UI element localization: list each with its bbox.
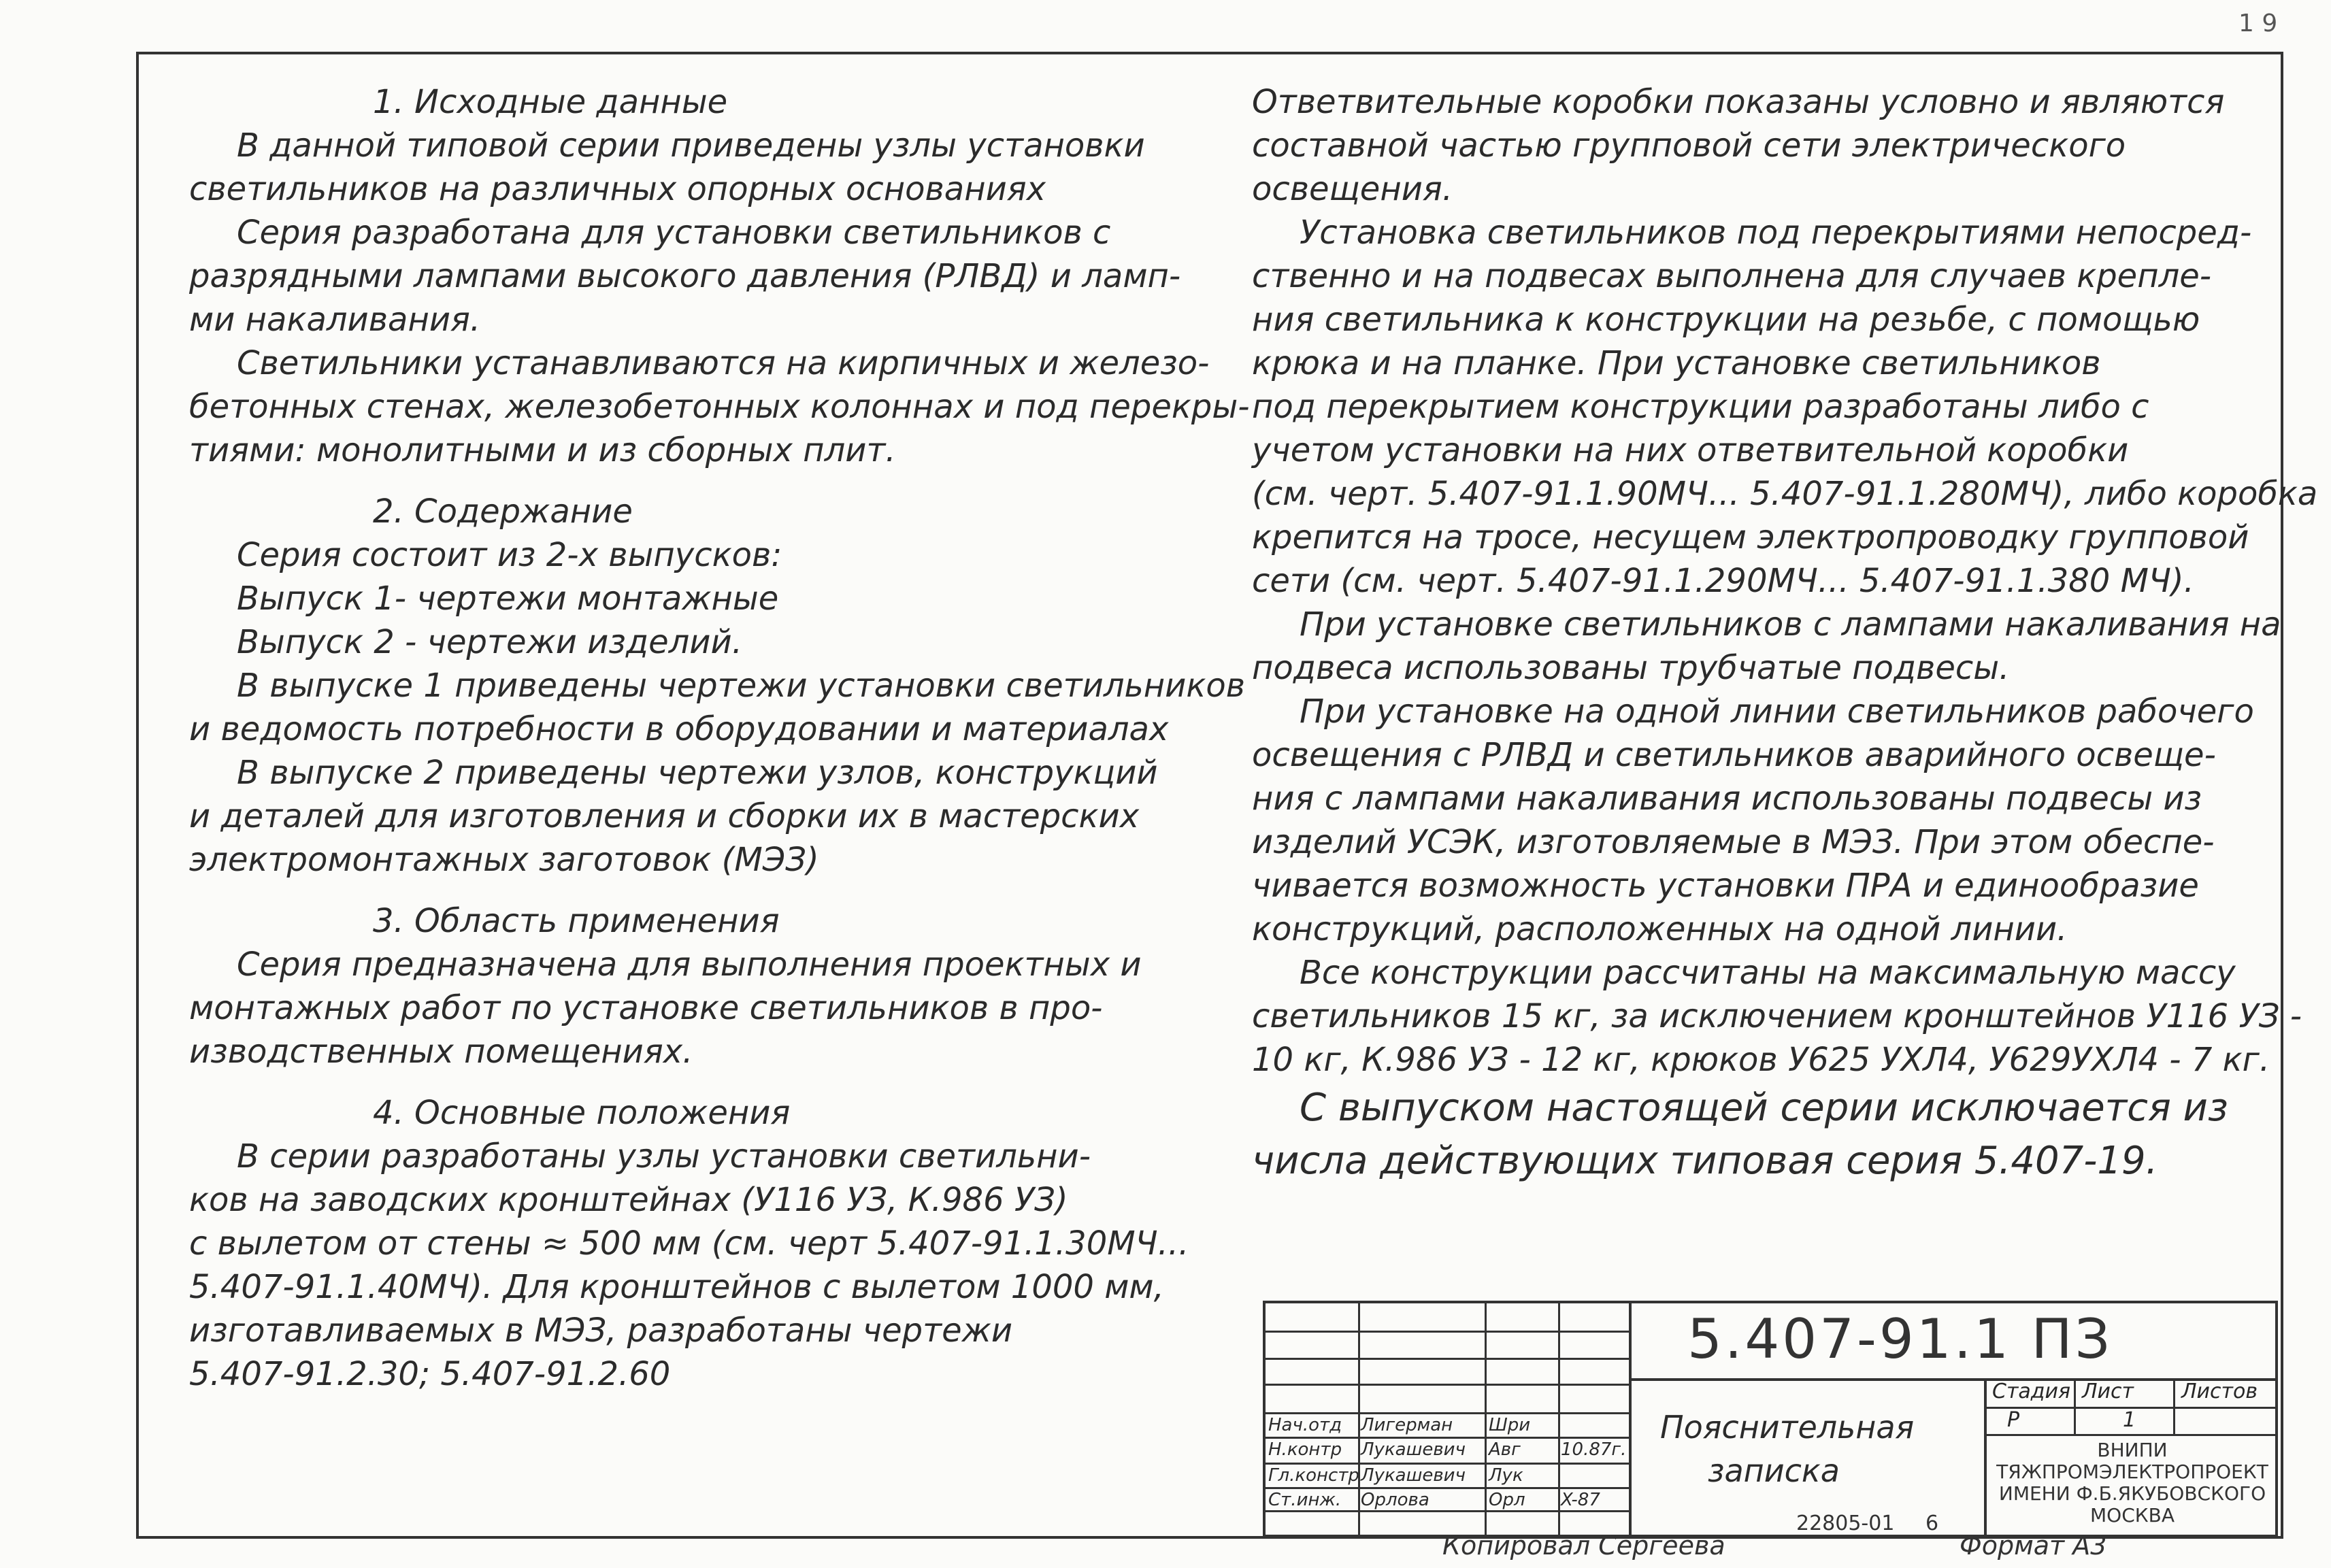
text-line: Ответвительные коробки показаны условно и являются: [1252, 83, 2225, 121]
signature-date: 10.87г.: [1561, 1439, 1627, 1460]
text-line: Серия разработана для установки светильников с: [237, 214, 1111, 252]
text-line: и ведомость потребности в оборудовании и материалах: [189, 710, 1169, 748]
grid-line: [1266, 1384, 1629, 1386]
text-line: Все конструкции рассчитаны на максимальную массу: [1300, 954, 2236, 992]
signature-role: Ст.инж.: [1268, 1490, 1342, 1510]
paper-format: Формат А3: [1960, 1531, 2107, 1561]
divider: [2173, 1378, 2175, 1434]
text-line: крепится на тросе, несущем электропроводку групповой: [1252, 518, 2249, 556]
section-heading: 2. Содержание: [373, 493, 633, 531]
text-line: ков на заводских кронштейнах (У116 УЗ, К.986 УЗ): [189, 1181, 1068, 1219]
text-line: тиями: монолитными и из сборных плит.: [189, 431, 896, 469]
grid-line: [1558, 1303, 1560, 1535]
text-line: разрядными лампами высокого давления (РЛВД) и ламп-: [189, 257, 1181, 295]
text-line: освещения.: [1252, 170, 1453, 208]
text-line: с вылетом от стены ≈ 500 мм (см. черт 5.407-91.1.30МЧ...: [189, 1224, 1189, 1263]
sheet-number: 6: [1925, 1512, 1939, 1535]
text-line: Выпуск 2 - чертежи изделий.: [237, 623, 742, 661]
text-line: освещения с РЛВД и светильников аварийного освеще-: [1252, 736, 2216, 774]
document-title: [1660, 1405, 1914, 1492]
text-line: 5.407-91.1.40МЧ). Для кронштейнов с вылетом 1000 мм,: [189, 1268, 1164, 1306]
stage-value: Р: [2007, 1408, 2020, 1432]
grid-line: [1266, 1331, 1629, 1333]
text-line: сети (см. черт. 5.407-91.1.290МЧ... 5.407-91.1.380 МЧ).: [1252, 562, 2194, 600]
text-line: Серия состоит из 2-х выпусков:: [237, 536, 782, 574]
grid-line: [1485, 1303, 1487, 1535]
text-line: подвеса использованы трубчатые подвесы.: [1252, 649, 2010, 687]
text-line: светильников 15 кг, за исключением кронштейнов У116 УЗ -: [1252, 997, 2302, 1035]
text-line: и деталей для изготовления и сборки их в мастерских: [189, 797, 1140, 835]
signature-mark: Орл: [1489, 1490, 1525, 1510]
right-text-column: [1252, 80, 2318, 1188]
signature-name: Орлова: [1361, 1490, 1429, 1510]
text-line: изделий УСЭК, изготовляемые в МЭЗ. При этом обеспе-: [1252, 823, 2215, 861]
text-line: При установке на одной линии светильников рабочего: [1300, 693, 2254, 731]
org-line: ТЯЖПРОМЭЛЕКТРОПРОЕКТ: [1996, 1461, 2268, 1483]
text-line: Установка светильников под перекрытиями непосред-: [1300, 214, 2252, 252]
signature-mark: Авг: [1489, 1439, 1521, 1460]
divider: [2074, 1378, 2076, 1434]
signature-mark: Шри: [1489, 1415, 1531, 1435]
text-line: изготавливаемых в МЭЗ, разработаны чертежи: [189, 1312, 1013, 1350]
text-line: ми накаливания.: [189, 301, 481, 339]
signature-role: Нач.отд: [1268, 1415, 1342, 1435]
text-line: В выпуске 1 приведены чертежи установки светильников: [237, 667, 1246, 705]
signature-grid: [1266, 1303, 1632, 1535]
left-text-column: [189, 80, 1250, 1396]
text-line: крюка и на планке. При установке светильников: [1252, 344, 2101, 382]
text-line: составной частью групповой сети электрического: [1252, 127, 2126, 165]
text-line: электромонтажных заготовок (МЭЗ): [189, 841, 819, 879]
text-line: Выпуск 1- чертежи монтажные: [237, 580, 779, 618]
sheet-header: Лист: [2082, 1380, 2134, 1403]
text-line: числа действующих типовая серия 5.407-19.: [1252, 1139, 2158, 1183]
text-line: При установке светильников с лампами накаливания на: [1300, 605, 2281, 644]
section-heading: 3. Область применения: [373, 902, 780, 940]
org-line: МОСКВА: [2090, 1504, 2175, 1527]
signature-role: Н.контр: [1268, 1439, 1342, 1460]
signature-name: Лигерман: [1361, 1415, 1453, 1435]
grid-line: [1358, 1303, 1360, 1535]
document-title-line: записка: [1708, 1452, 1840, 1489]
text-line: С выпуском настоящей серии исключается из: [1300, 1086, 2228, 1130]
text-line: ния с лампами накаливания использованы подвесы из: [1252, 780, 2202, 818]
signature-mark: Лук: [1489, 1465, 1523, 1486]
org-line: ИМЕНИ Ф.Б.ЯКУБОВСКОГО: [1998, 1482, 2266, 1505]
text-line: чивается возможность установки ПРА и единообразие: [1252, 867, 2199, 905]
text-line: 5.407-91.2.30; 5.407-91.2.60: [189, 1355, 671, 1393]
text-line: Светильники устанавливаются на кирпичных и железо-: [237, 344, 1210, 382]
text-line: В серии разработаны узлы установки светильни-: [237, 1137, 1091, 1175]
divider: [1987, 1434, 2278, 1436]
text-line: Серия предназначена для выполнения проектных и: [237, 946, 1142, 984]
inventory-number: 22805-01: [1796, 1512, 1895, 1535]
copied-by: Копировал Сергеева: [1442, 1531, 1725, 1561]
signature-role: Гл.констр: [1268, 1465, 1359, 1486]
text-line: ственно и на подвесах выполнена для случаев крепле-: [1252, 257, 2212, 295]
sheet-value: 1: [2123, 1408, 2136, 1432]
text-line: В выпуске 2 приведены чертежи узлов, конструкций: [237, 754, 1158, 792]
organization: [1994, 1439, 2271, 1527]
stage-header: Стадия: [1992, 1380, 2071, 1403]
text-line: учетом установки на них ответвительной коробки: [1252, 431, 2129, 469]
grid-line: [1266, 1358, 1629, 1360]
signature-date: X-87: [1561, 1490, 1600, 1510]
section-heading: 1. Исходные данные: [373, 83, 728, 121]
text-line: изводственных помещениях.: [189, 1033, 693, 1071]
section-heading: 4. Основные положения: [373, 1094, 791, 1132]
org-line: ВНИПИ: [2097, 1439, 2168, 1461]
sheets-header: Листов: [2181, 1380, 2258, 1403]
signature-name: Лукашевич: [1361, 1439, 1466, 1460]
text-line: ния светильника к конструкции на резьбе, с помощью: [1252, 301, 2200, 339]
title-block: [1263, 1301, 2278, 1537]
text-line: 10 кг, К.986 УЗ - 12 кг, крюков У625 УХЛ4, У629УХЛ4 - 7 кг.: [1252, 1041, 2270, 1079]
signature-name: Лукашевич: [1361, 1465, 1466, 1486]
text-line: (см. черт. 5.407-91.1.90МЧ... 5.407-91.1.280МЧ), либо коробка: [1252, 475, 2318, 513]
text-line: светильников на различных опорных основаниях: [189, 170, 1046, 208]
text-line: бетонных стенах, железобетонных колоннах и под перекры-: [189, 388, 1250, 426]
text-line: под перекрытием конструкции разработаны либо с: [1252, 388, 2149, 426]
text-line: В данной типовой серии приведены узлы установки: [237, 127, 1145, 165]
text-line: конструкций, расположенных на одной линии.: [1252, 910, 2068, 948]
corner-mark: 1 9: [2238, 10, 2278, 37]
document-code: 5.407-91.1 ПЗ: [1687, 1307, 2113, 1371]
stage-sheet-block: [1984, 1378, 2278, 1535]
document-title-line: Пояснительная: [1660, 1409, 1915, 1446]
text-line: монтажных работ по установке светильников в про-: [189, 989, 1103, 1027]
